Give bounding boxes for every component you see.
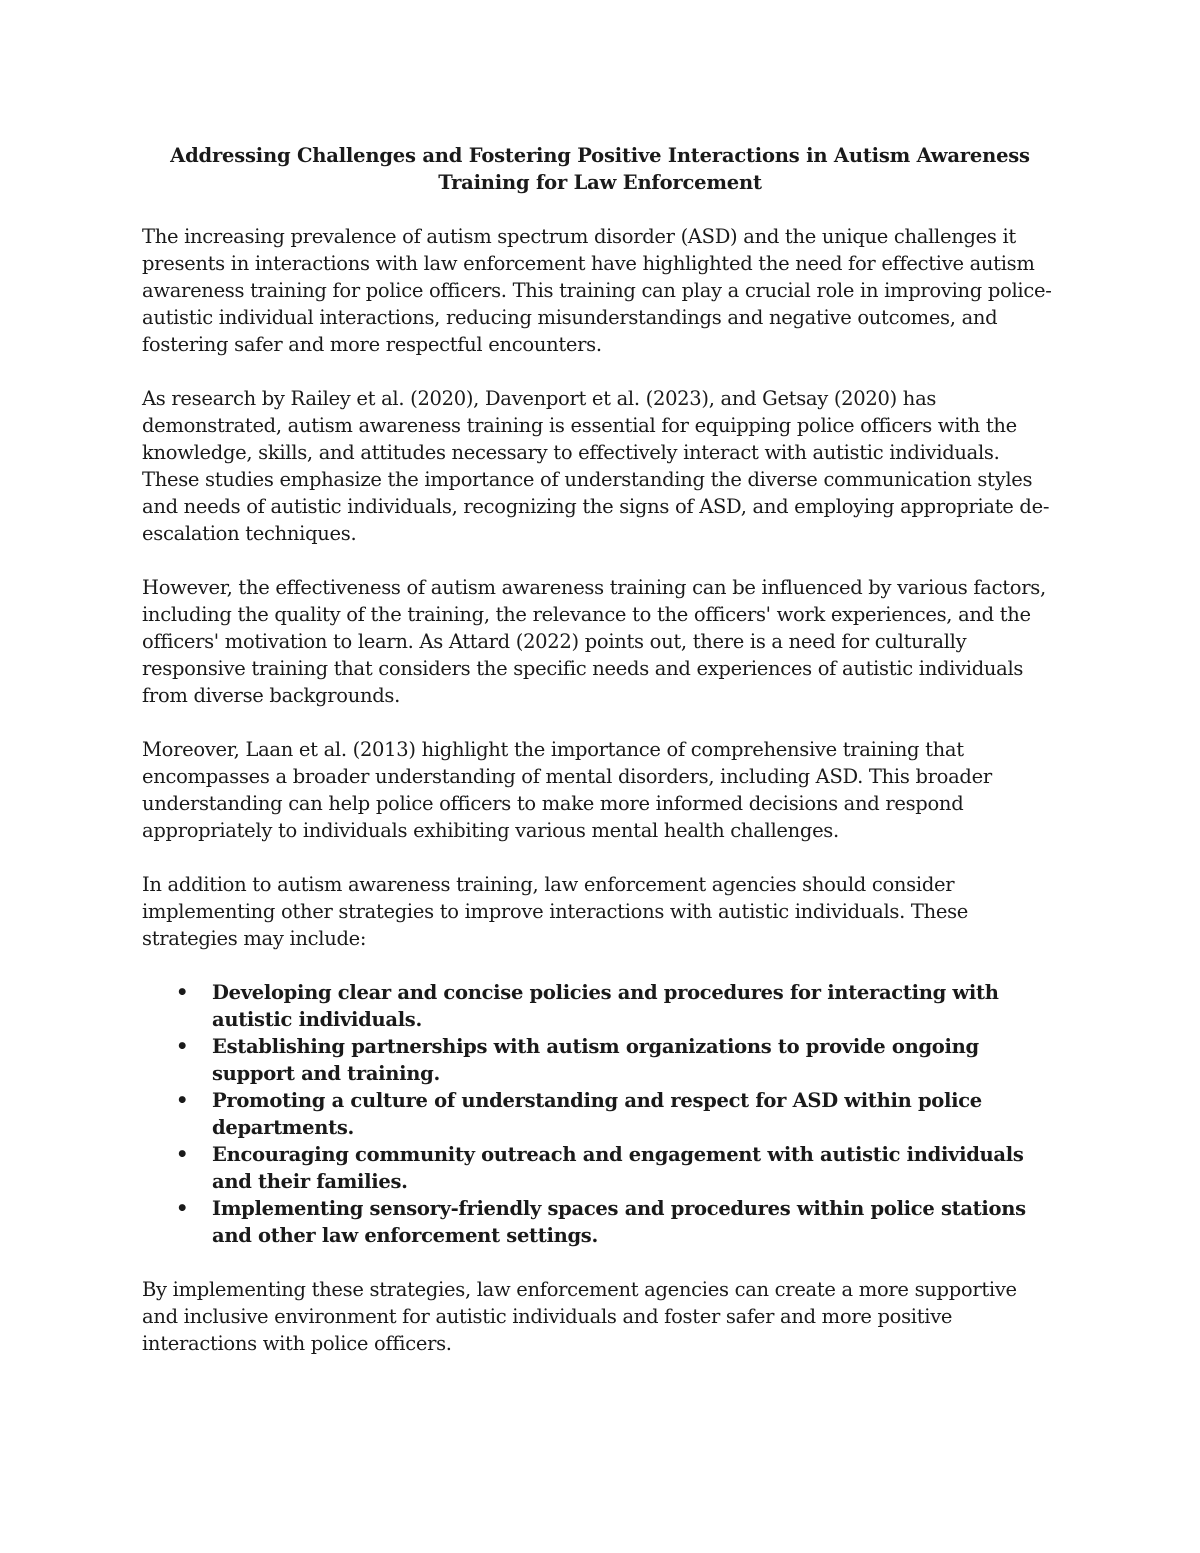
list-item-text: Establishing partnerships with autism organizations to provide ongoing support and training. <box>212 1035 979 1085</box>
bullet-icon: • <box>176 1197 189 1220</box>
list-item <box>142 1033 1058 1087</box>
list-item <box>142 1087 1058 1141</box>
list-item <box>142 1195 1058 1249</box>
paragraph-intro: The increasing prevalence of autism spectrum disorder (ASD) and the unique challenges it presents in interactions with law enforcement have highlighted the need for effective autism awareness training for police officers. This training can play a crucial role in improving police-autistic individual interactions, reducing misunderstandings and negative outcomes, and fostering safer and more respectful encounters. <box>142 225 1052 356</box>
paragraph-research: As research by Railey et al. (2020), Davenport et al. (2023), and Getsay (2020) has demonstrated, autism awareness training is essential for equipping police officers with the knowledge, skills, and attitudes necessary to effectively interact with autistic individuals. These studies emphasize the importance of understanding the diverse communication styles and needs of autistic individuals, recognizing the signs of ASD, and employing appropriate de-escalation techniques. <box>142 387 1050 545</box>
bullet-icon: • <box>176 1143 189 1166</box>
list-item <box>142 1141 1058 1195</box>
paragraph-closing: By implementing these strategies, law enforcement agencies can create a more supportive and inclusive environment for autistic individuals and foster safer and more positive interactions with police officers. <box>142 1278 1017 1355</box>
list-item-text: Promoting a culture of understanding and respect for ASD within police departments. <box>212 1089 982 1139</box>
paragraph-comprehensive: Moreover, Laan et al. (2013) highlight the importance of comprehensive training that encompasses a broader understanding of mental disorders, including ASD. This broader understanding can help police officers to make more informed decisions and respond appropriately to individuals exhibiting various mental health challenges. <box>142 738 992 842</box>
document-title: Addressing Challenges and Fostering Positive Interactions in Autism Awareness Training for Law Enforcement <box>170 144 1030 194</box>
strategy-list <box>142 979 1058 1249</box>
document-body <box>142 142 1058 1384</box>
bullet-icon: • <box>176 981 189 1004</box>
paragraph-effectiveness: However, the effectiveness of autism awareness training can be influenced by various factors, including the quality of the training, the relevance to the officers' work experiences, and the officers' motivation to learn. As Attard (2022) points out, there is a need for culturally responsive training that considers the specific needs and experiences of autistic individuals from diverse backgrounds. <box>142 576 1046 707</box>
bullet-icon: • <box>176 1089 189 1112</box>
list-item-text: Implementing sensory-friendly spaces and procedures within police stations and other law enforcement settings. <box>212 1197 1026 1247</box>
list-item <box>142 979 1058 1033</box>
list-item-text: Developing clear and concise policies and procedures for interacting with autistic individuals. <box>212 981 999 1031</box>
bullet-icon: • <box>176 1035 189 1058</box>
list-item-text: Encouraging community outreach and engagement with autistic individuals and their families. <box>212 1143 1024 1193</box>
paragraph-strategies-intro: In addition to autism awareness training, law enforcement agencies should consider implementing other strategies to improve interactions with autistic individuals. These strategies may include: <box>142 873 969 950</box>
